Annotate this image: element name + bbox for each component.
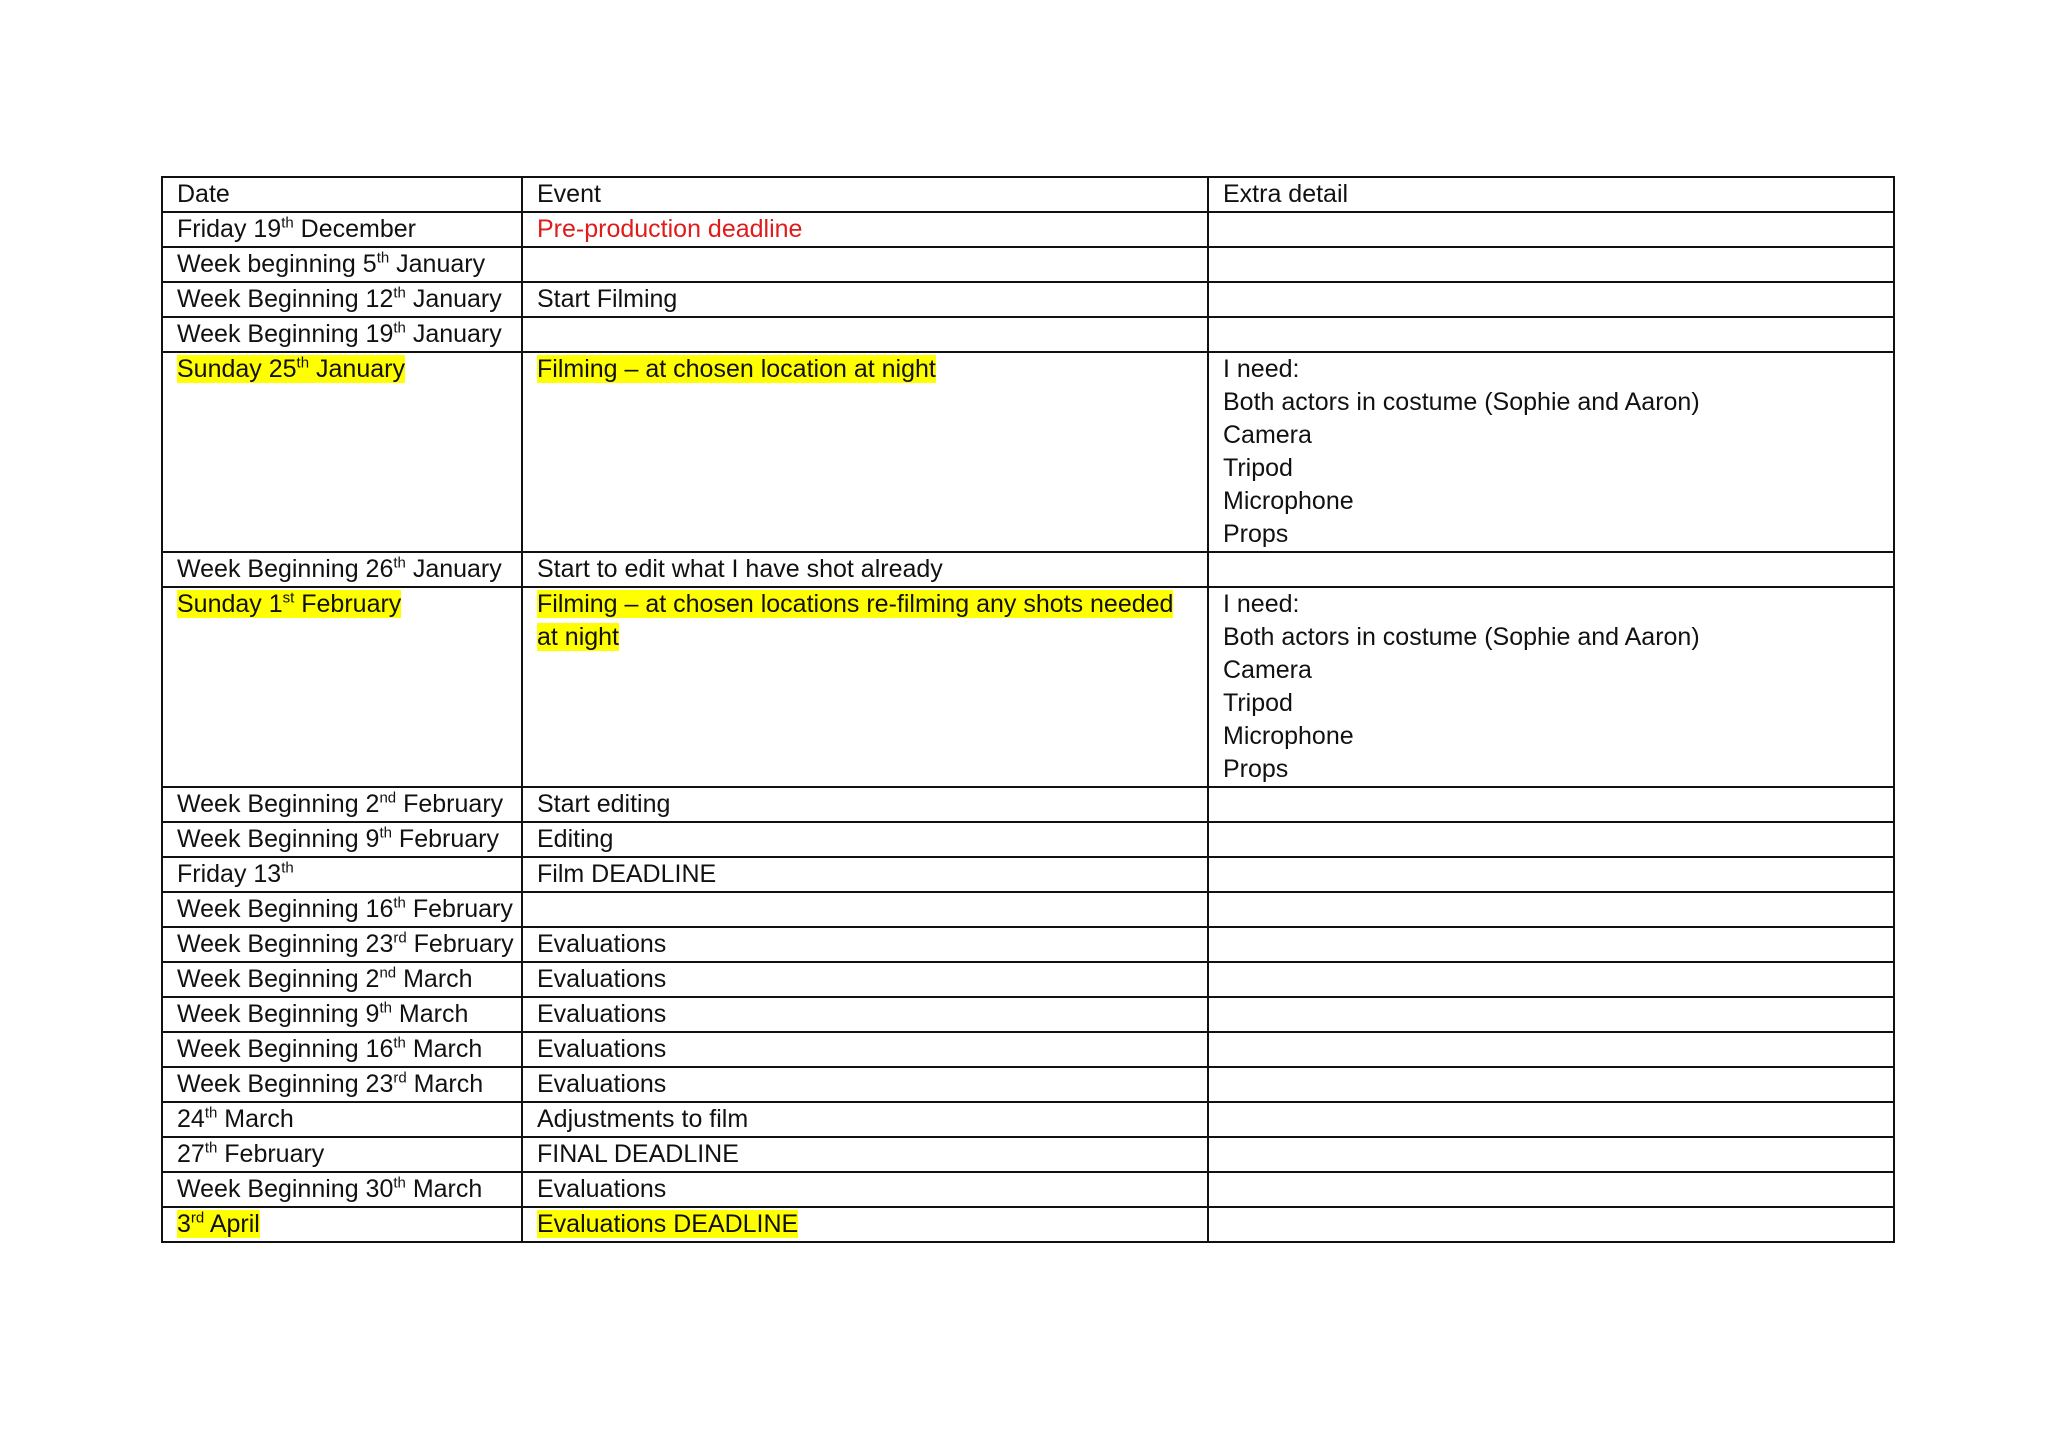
date-cell: Friday 13th	[162, 857, 522, 892]
event-cell: Editing	[522, 822, 1208, 857]
date-cell: Week Beginning 9th March	[162, 997, 522, 1032]
date-cell: Week Beginning 23rd February	[162, 927, 522, 962]
extra-cell	[1208, 247, 1894, 282]
extra-cell	[1208, 1102, 1894, 1137]
date-cell: Week Beginning 26th January	[162, 552, 522, 587]
extra-cell	[1208, 317, 1894, 352]
table-row	[162, 857, 1894, 892]
detail-line: I need:	[1223, 590, 1300, 618]
event-cell	[522, 892, 1208, 927]
detail-line: Props	[1223, 755, 1289, 783]
event-cell: Evaluations	[522, 962, 1208, 997]
date-cell	[162, 587, 522, 787]
date-cell: 27th February	[162, 1137, 522, 1172]
detail-line: Microphone	[1223, 722, 1354, 750]
table-row	[162, 927, 1894, 962]
extra-cell	[1208, 857, 1894, 892]
detail-line: Microphone	[1223, 487, 1354, 515]
table-row	[162, 1067, 1894, 1102]
table-row	[162, 247, 1894, 282]
date-cell: Week Beginning 12th January	[162, 282, 522, 317]
table-row	[162, 552, 1894, 587]
detail-line: Both actors in costume (Sophie and Aaron)	[1223, 388, 1700, 416]
table-row-filming	[162, 352, 1894, 552]
detail-line: Camera	[1223, 656, 1312, 684]
extra-cell	[1208, 587, 1894, 787]
extra-cell	[1208, 927, 1894, 962]
event-cell: Start to edit what I have shot already	[522, 552, 1208, 587]
extra-cell	[1208, 997, 1894, 1032]
table-row-refilming	[162, 587, 1894, 787]
extra-cell	[1208, 212, 1894, 247]
event-cell	[522, 212, 1208, 247]
event-cell	[522, 247, 1208, 282]
date-cell: Week Beginning 9th February	[162, 822, 522, 857]
detail-line: Camera	[1223, 421, 1312, 449]
table-row	[162, 282, 1894, 317]
event-cell: Evaluations	[522, 927, 1208, 962]
extra-cell	[1208, 787, 1894, 822]
extra-cell	[1208, 822, 1894, 857]
date-cell: Week Beginning 19th January	[162, 317, 522, 352]
extra-cell	[1208, 1067, 1894, 1102]
extra-cell	[1208, 1207, 1894, 1242]
date-cell: Week Beginning 16th February	[162, 892, 522, 927]
event-cell: Evaluations	[522, 1067, 1208, 1102]
deadline-text: Pre-production deadline	[537, 215, 803, 243]
detail-line: Both actors in costume (Sophie and Aaron)	[1223, 623, 1700, 651]
date-cell: Week Beginning 23rd March	[162, 1067, 522, 1102]
header-extra-detail: Extra detail	[1208, 177, 1894, 212]
highlighted-event: Evaluations DEADLINE	[537, 1210, 799, 1238]
header-event: Event	[522, 177, 1208, 212]
date-cell: Week Beginning 16th March	[162, 1032, 522, 1067]
date-cell: Week Beginning 30th March	[162, 1172, 522, 1207]
detail-line: Props	[1223, 520, 1289, 548]
detail-line: Tripod	[1223, 689, 1293, 717]
highlighted-date: Sunday 1st February	[177, 589, 402, 618]
table-row	[162, 962, 1894, 997]
extra-cell	[1208, 1032, 1894, 1067]
extra-cell	[1208, 892, 1894, 927]
extra-cell	[1208, 352, 1894, 552]
extra-cell	[1208, 1137, 1894, 1172]
date-cell	[162, 1207, 522, 1242]
extra-cell	[1208, 282, 1894, 317]
highlighted-event: Filming – at chosen locations re-filming any shots needed at night	[537, 590, 1174, 651]
table-row	[162, 822, 1894, 857]
date-cell	[162, 352, 522, 552]
highlighted-event: Filming – at chosen location at night	[537, 355, 936, 383]
table-row	[162, 212, 1894, 247]
event-cell: Start editing	[522, 787, 1208, 822]
table-row	[162, 1172, 1894, 1207]
extra-cell	[1208, 552, 1894, 587]
table-row	[162, 1102, 1894, 1137]
table-row	[162, 997, 1894, 1032]
date-cell: Week beginning 5th January	[162, 247, 522, 282]
date-cell: Week Beginning 2nd March	[162, 962, 522, 997]
event-cell: Film DEADLINE	[522, 857, 1208, 892]
event-cell: Adjustments to film	[522, 1102, 1208, 1137]
event-cell	[522, 352, 1208, 552]
header-row	[162, 177, 1894, 212]
production-schedule-table	[161, 176, 1895, 1243]
date-cell: 24th March	[162, 1102, 522, 1137]
event-cell: FINAL DEADLINE	[522, 1137, 1208, 1172]
event-cell	[522, 317, 1208, 352]
event-cell	[522, 1207, 1208, 1242]
extra-cell	[1208, 1172, 1894, 1207]
table-row	[162, 892, 1894, 927]
extra-cell	[1208, 962, 1894, 997]
table-row	[162, 1032, 1894, 1067]
table-row-evaluations-deadline	[162, 1207, 1894, 1242]
event-cell: Start Filming	[522, 282, 1208, 317]
detail-line: I need:	[1223, 355, 1300, 383]
table-row	[162, 1137, 1894, 1172]
event-cell: Evaluations	[522, 1032, 1208, 1067]
table-row	[162, 787, 1894, 822]
event-cell: Evaluations	[522, 997, 1208, 1032]
event-cell: Evaluations	[522, 1172, 1208, 1207]
date-cell: Friday 19th December	[162, 212, 522, 247]
date-cell: Week Beginning 2nd February	[162, 787, 522, 822]
highlighted-date: 3rd April	[177, 1209, 260, 1238]
detail-line: Tripod	[1223, 454, 1293, 482]
highlighted-date: Sunday 25th January	[177, 354, 405, 383]
table-row	[162, 317, 1894, 352]
header-date: Date	[162, 177, 522, 212]
event-cell	[522, 587, 1208, 787]
